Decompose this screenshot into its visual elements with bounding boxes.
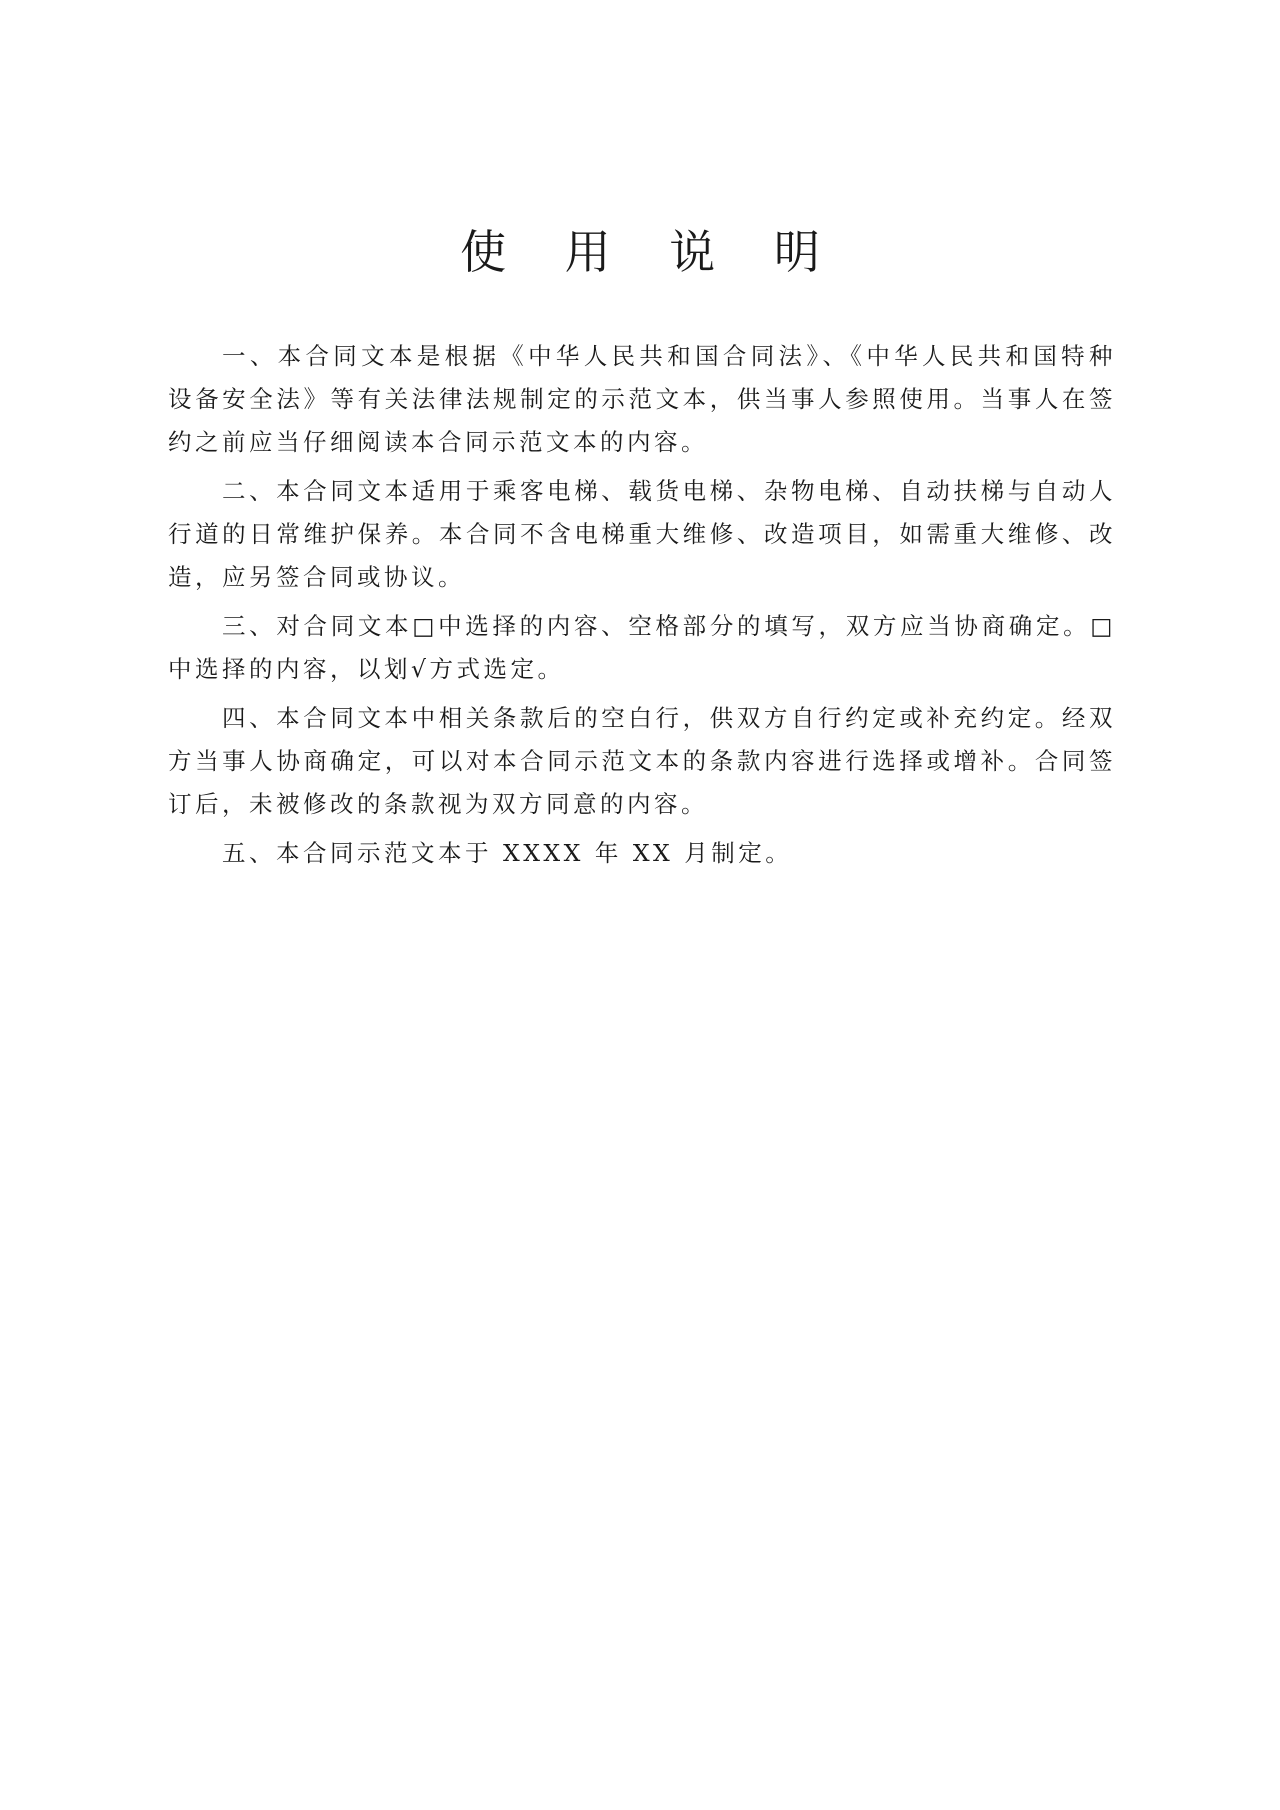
paragraph-5: 五、本合同示范文本于 XXXX 年 XX 月制定。 xyxy=(222,839,793,867)
paragraph-3: 三、对合同文本□中选择的内容、空格部分的填写，双方应当协商确定。□中选择的内容，以划√方式选定。 xyxy=(168,612,1116,683)
page-title: 使 用 说 明 xyxy=(460,225,842,279)
paragraph-2: 二、本合同文本适用于乘客电梯、载货电梯、杂物电梯、自动扶梯与自动人行道的日常维护保养。本合同不含电梯重大维修、改造项目，如需重大维修、改造，应另签合同或协议。 xyxy=(168,477,1116,591)
paragraph-4: 四、本合同文本中相关条款后的空白行，供双方自行约定或补充约定。经双方当事人协商确定，可以对本合同示范文本的条款内容进行选择或增补。合同签订后，未被修改的条款视为双方同意的内容。 xyxy=(168,704,1116,818)
document-body xyxy=(168,335,1116,881)
paragraph-1: 一、本合同文本是根据《中华人民共和国合同法》、《中华人民共和国特种设备安全法》等有关法律法规制定的示范文本，供当事人参照使用。当事人在签约之前应当仔细阅读本合同示范文本的内容。 xyxy=(168,342,1116,456)
